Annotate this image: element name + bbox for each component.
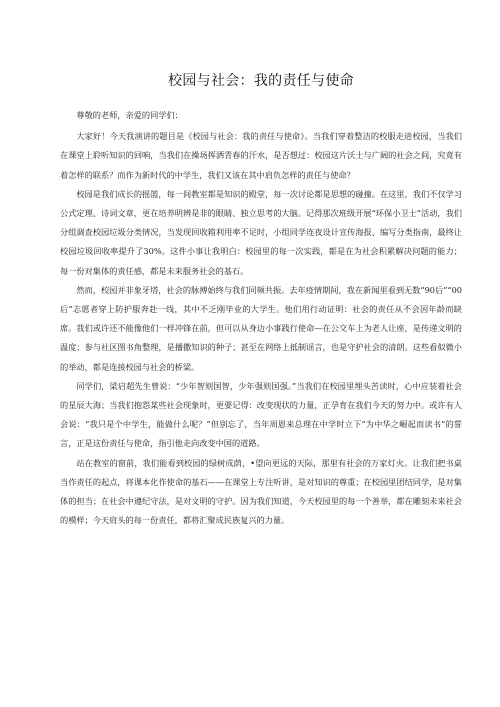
- paragraph-4: 同学们，梁启超先生曾说：“少年智则国智，少年强则国强。”当我们在校园里埋头苦读时，心中应装着社会的星辰大海；当我们抱怨某些社会现象时，更要记得：改变现状的力量，正孕育在我们今天的努力中。或许有人会说：“我只是个中学生，能做什么呢？”但别忘了，当年周恩来总理在中学时立下“为中华之崛起而读书”的誓言，正是这份责任与使命，指引他走向改变中国的道路。: [60, 380, 462, 449]
- paragraph-1: 大家好！今天我演讲的题目是《校园与社会：我的责任与使命》。当我们穿着整洁的校服走进校园，当我们在课堂上聆听知识的回响，当我们在操场挥洒青春的汗水，是否想过：校园这片沃土与广阔的社会之间，究竟有着怎样的联系？而作为新时代的中学生，我们又该在其中肩负怎样的责任与使命？: [60, 131, 462, 180]
- paragraph-3: 然而，校园并非象牙塔，社会的脉搏始终与我们同频共振。去年疫情期间，我在新闻里看到无数“90后”“00后”志愿者穿上防护服奔赴一线，其中不乏刚毕业的大学生。他们用行动证明：社会的责任从不会因年龄而缺席。我们或许还不能像他们一样冲锋在前，但可以从身边小事践行使命—在公交车上为老人让座，是传递文明的温度；参与社区图书角整理，是播撒知识的种子；甚至在网络上抵制谣言，也是守护社会的清朗。这些看似微小的举动，都是连接校园与社会的桥梁。: [60, 284, 462, 372]
- paragraph-2: 校园是我们成长的摇篮，每一间教室都是知识的殿堂，每一次讨论都是思想的碰撞。在这里，我们不仅学习公式定理、诗词文章，更在培养明辨是非的眼睛、独立思考的大脑。记得那次班级开展“环保小卫士”活动，我们分组调查校园垃圾分类情况，当发现回收箱利用率不足时，小组同学连夜设计宣传海报、编写分类指南，最终让校园垃圾回收率提升了30%。这件小事让我明白：校园里的每一次实践，都是在为社会积累解决问题的能力；每一份对集体的责任感，都是未来服务社会的基石。: [60, 188, 462, 276]
- document-title: 校园与社会：我的责任与使命: [168, 73, 354, 89]
- paragraph-5: 站在教室的窗前，我们能看到校园的绿树成荫，•望向更远的天际，那里有社会的万家灯火。让我们把书桌当作责任的起点，将课本化作使命的基石——在课堂上专注听讲，是对知识的尊重；在校园里团结同学，是对集体的担当；在社会中遵纪守法，是对文明的守护。因为我们知道，今天校园里的每一个善举，都在雕刻未来社会的模样；今天肩头的每一份责任，都将汇聚成民族复兴的力量。: [60, 457, 462, 526]
- salutation: 尊敬的老师，亲爱的同学们：: [76, 110, 183, 120]
